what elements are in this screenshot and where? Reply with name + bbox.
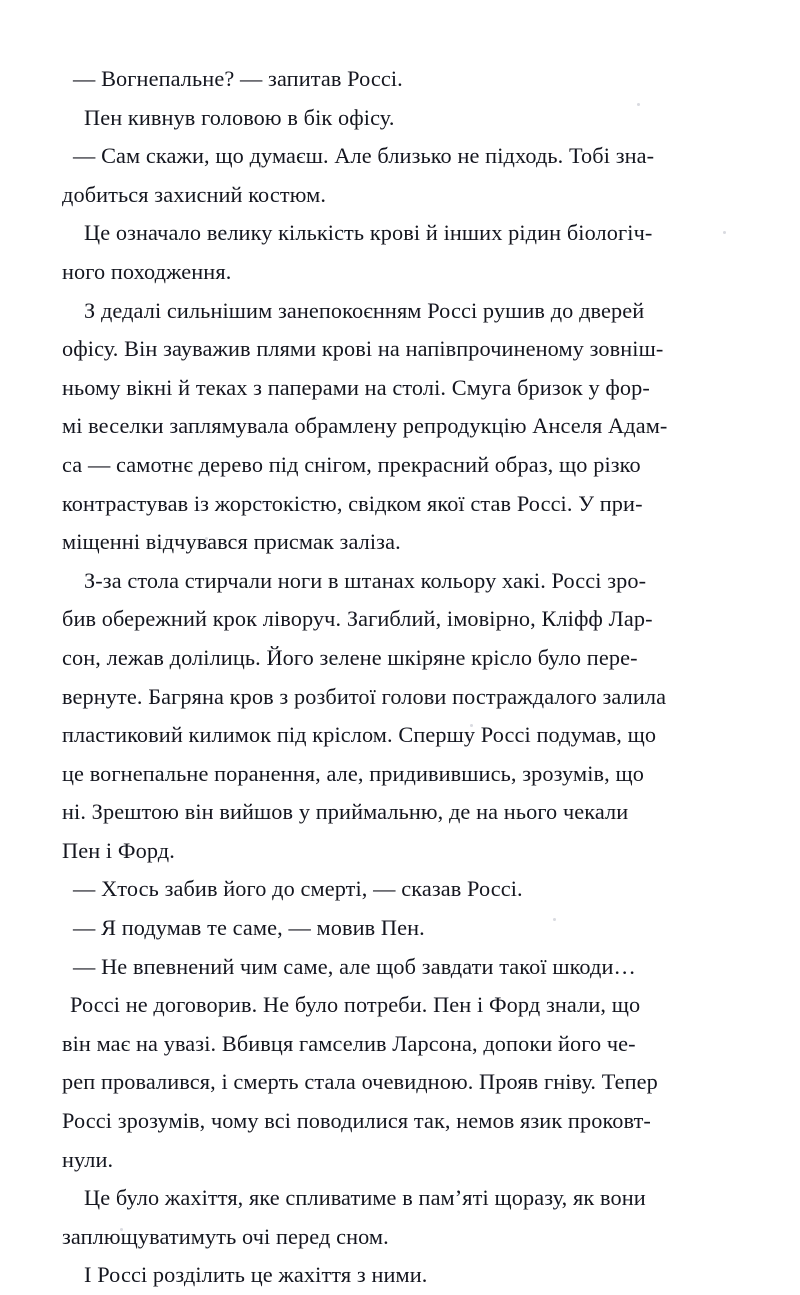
paragraph-first-line: І Россі розділить це жахіття з ними. xyxy=(84,1262,428,1288)
paragraph-first-line: — Сам скажи, що думаєш. Але близько не підходь. Тобі зна- xyxy=(73,143,655,169)
paragraph-line: нули. xyxy=(62,1146,114,1172)
paragraph-line: міщенні відчувався присмак заліза. xyxy=(62,529,401,555)
paragraph-line: контрастував із жорстокістю, свідком якої став Россі. У при- xyxy=(62,490,643,516)
paragraph-line: са — самотнє дерево під снігом, прекрасний образ, що різко xyxy=(62,451,641,477)
page-text-body xyxy=(62,60,707,1295)
paragraph-line: добиться захисний костюм. xyxy=(62,181,327,207)
paragraph-line: ньому вікні й теках з паперами на столі. Смуга бризок у фор- xyxy=(62,374,650,400)
paragraph-first-line: Россі не договорив. Не було потреби. Пен і Форд знали, що xyxy=(70,992,641,1018)
paragraph-first-line: З-за стола стирчали ноги в штанах кольору хакі. Россі зро- xyxy=(84,567,647,593)
paragraph-line: ного походження. xyxy=(62,258,232,284)
paragraph-line: сон, лежав долілиць. Його зелене шкіряне крісло було пере- xyxy=(62,644,638,670)
paragraph-first-line: — Хтось забив його до смерті, — сказав Россі. xyxy=(73,876,523,902)
paragraph-first-line: З дедалі сильнішим занепокоєнням Россі рушив до дверей xyxy=(84,297,645,323)
paragraph-line: Россі зрозумів, чому всі поводилися так, немов язик проковт- xyxy=(62,1108,651,1134)
paragraph-line: офісу. Він зауважив плями крові на напівпрочиненому зовніш- xyxy=(62,336,664,362)
paragraph-line: заплющуватимуть очі перед сном. xyxy=(62,1223,389,1249)
paragraph-line: це вогнепальне поранення, але, придивившись, зрозумів, що xyxy=(62,760,644,786)
paragraph-line: пластиковий килимок під кріслом. Спершу Россі подумав, що xyxy=(62,722,657,748)
paragraph-line: реп провалився, і смерть стала очевидною. Прояв гніву. Тепер xyxy=(62,1069,658,1095)
paragraph-first-line: — Вогнепальне? — запитав Россі. xyxy=(73,66,403,91)
paragraph-first-line: — Не впевнений чим саме, але щоб завдати такої шкоди… xyxy=(73,953,636,979)
paragraph-line: Пен і Форд. xyxy=(62,837,175,863)
paragraph-first-line: Пен кивнув головою в бік офісу. xyxy=(84,104,395,130)
paragraph-first-line: Це було жахіття, яке спливатиме в пам’яті щоразу, як вони xyxy=(84,1185,646,1211)
paragraph-line: мі веселки заплямувала обрамлену репродукцію Анселя Адам- xyxy=(62,413,668,439)
paragraph-first-line: — Я подумав те саме, — мовив Пен. xyxy=(73,915,425,941)
page-speck xyxy=(723,231,726,234)
paragraph-line: бив обережний крок ліворуч. Загиблий, імовірно, Кліфф Лар- xyxy=(62,606,653,632)
paragraph-line: ні. Зрештою він вийшов у приймальню, де на нього чекали xyxy=(62,799,629,825)
paragraph-line: вернуте. Багряна кров з розбитої голови постраждалого залила xyxy=(62,683,667,709)
paragraph-first-line: Це означало велику кількість крові й інших рідин біологіч- xyxy=(84,220,653,246)
paragraph-line: він має на увазі. Вбивця гамселив Ларсона, допоки його че- xyxy=(62,1030,636,1056)
